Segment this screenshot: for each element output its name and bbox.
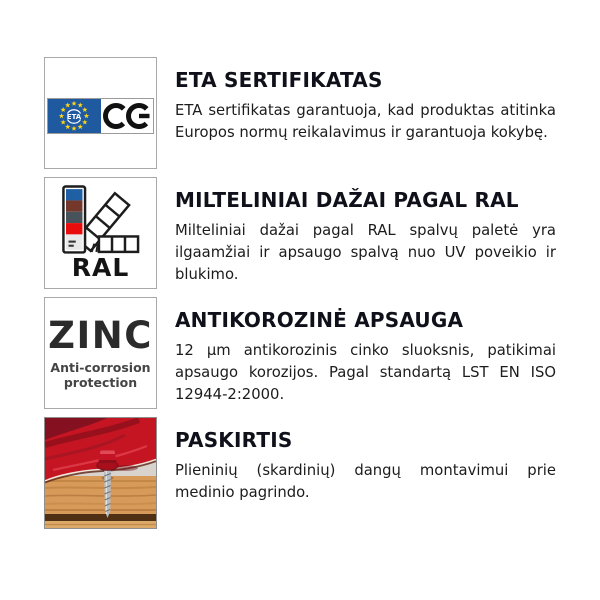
section-zinc-text <box>175 297 556 406</box>
section-eta <box>44 57 556 169</box>
section-paskirtis-text <box>175 417 556 504</box>
section-body: 12 µm antikorozinis cinko sluoksnis, patikimai apsaugo korozijos. Pagal standartą LST EN ISO 12944-2:2000. <box>175 342 556 403</box>
wood-base <box>45 476 156 528</box>
section-eta-text <box>175 57 556 144</box>
ral-icon-box <box>44 177 157 289</box>
zinc-label: ZINC <box>48 313 153 357</box>
ral-color-fan-icon <box>59 185 143 255</box>
zinc-subtitle <box>50 360 150 390</box>
zinc-subtitle-line1: Anti-corrosion <box>50 359 151 375</box>
section-body: ETA sertifikatas garantuoja, kad produktas atitinka Europos normų reikalavimus ir garantuoja kokybę. <box>175 102 556 141</box>
eta-ce-logo-graphic <box>47 98 154 134</box>
ral-label: RAL <box>71 253 130 282</box>
section-body: Milteliniai dažai pagal RAL spalvų paletė yra ilgaamžiai ir apsaugo spalvą nuo UV poveikio ir blukimo. <box>175 222 556 283</box>
section-zinc <box>44 297 556 409</box>
section-title: MILTELINIAI DAŽAI PAGAL RAL <box>175 188 519 212</box>
section-body: Plieninių (skardinių) dangų montavimui prie medinio pagrindo. <box>175 462 556 501</box>
section-title: ANTIKOROZINĖ APSAUGA <box>175 308 464 332</box>
roof-screw-photo <box>45 418 156 528</box>
section-ral-text <box>175 177 556 286</box>
zinc-subtitle-line2: protection <box>63 374 138 390</box>
zinc-badge-box <box>44 297 157 409</box>
eta-ce-logo-box <box>44 57 157 169</box>
section-title: PASKIRTIS <box>175 428 293 452</box>
section-paskirtis <box>44 417 556 529</box>
section-ral <box>44 177 556 289</box>
section-title: ETA SERTIFIKATAS <box>175 68 383 92</box>
eta-label: ETA <box>66 112 82 121</box>
eta-ce-logo <box>47 98 154 134</box>
roof-screw-photo-box <box>44 417 157 529</box>
feature-list <box>44 57 556 537</box>
